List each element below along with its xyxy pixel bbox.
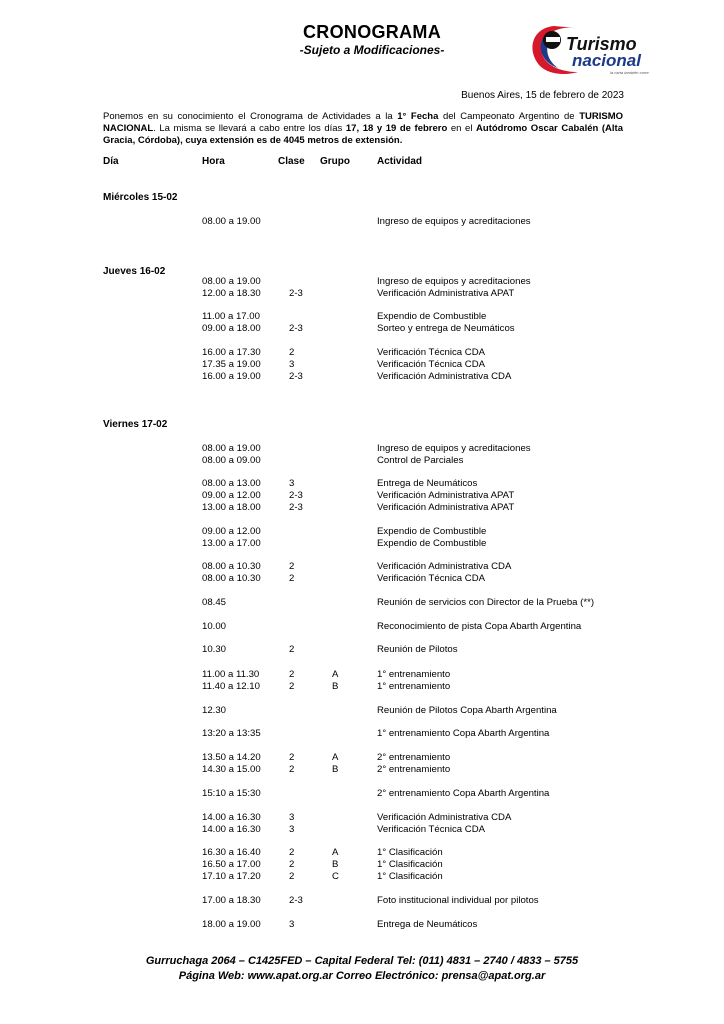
activity-cell: Verificación Administrativa CDA bbox=[377, 561, 512, 572]
class-cell: 2 bbox=[289, 681, 295, 692]
class-cell: 2 bbox=[289, 561, 295, 572]
activity-cell: Verificación Administrativa APAT bbox=[377, 288, 515, 299]
activity-cell: Ingreso de equipos y acreditaciones bbox=[377, 216, 531, 227]
time-cell: 16.50 a 17.00 bbox=[202, 859, 261, 870]
class-cell: 2-3 bbox=[289, 323, 303, 334]
time-cell: 11.00 a 11.30 bbox=[202, 669, 260, 680]
activity-cell: Reunión de Pilotos bbox=[377, 644, 458, 655]
group-cell: A bbox=[332, 752, 339, 763]
time-cell: 12.00 a 18.30 bbox=[202, 288, 261, 299]
activity-cell: Entrega de Neumáticos bbox=[377, 919, 478, 930]
column-header-clase: Clase bbox=[278, 156, 305, 167]
activity-cell: Foto institucional individual por pilotos bbox=[377, 895, 539, 906]
time-cell: 13.00 a 17.00 bbox=[202, 538, 261, 549]
activity-cell: 1° entrenamiento Copa Abarth Argentina bbox=[377, 728, 550, 739]
activity-cell: Verificación Técnica CDA bbox=[377, 347, 486, 358]
activity-cell: 2° entrenamiento bbox=[377, 764, 451, 775]
time-cell: 08.00 a 13.00 bbox=[202, 478, 261, 489]
class-cell: 2 bbox=[289, 764, 295, 775]
time-cell: 08.00 a 19.00 bbox=[202, 276, 261, 287]
activity-cell: Ingreso de equipos y acreditaciones bbox=[377, 443, 531, 454]
time-cell: 12.30 bbox=[202, 705, 227, 716]
time-cell: 16.00 a 19.00 bbox=[202, 371, 261, 382]
class-cell: 2 bbox=[289, 669, 295, 680]
activity-cell: 1° entrenamiento bbox=[377, 669, 451, 680]
time-cell: 08.45 bbox=[202, 597, 227, 608]
activity-cell: Control de Parciales bbox=[377, 455, 464, 466]
activity-cell: 2° entrenamiento Copa Abarth Argentina bbox=[377, 788, 550, 799]
activity-cell: 1° Clasificación bbox=[377, 859, 443, 870]
time-cell: 17.10 a 17.20 bbox=[202, 871, 261, 882]
class-cell: 2 bbox=[289, 871, 295, 882]
time-cell: 16.00 a 17.30 bbox=[202, 347, 261, 358]
group-cell: A bbox=[332, 669, 339, 680]
time-cell: 13.50 a 14.20 bbox=[202, 752, 261, 763]
time-cell: 13:20 a 13:35 bbox=[202, 728, 261, 739]
time-cell: 09.00 a 18.00 bbox=[202, 323, 261, 334]
day-label: Viernes 17-02 bbox=[103, 419, 168, 430]
group-cell: C bbox=[332, 871, 339, 882]
activity-cell: Verificación Técnica CDA bbox=[377, 824, 486, 835]
class-cell: 2 bbox=[289, 644, 295, 655]
activity-cell: Sorteo y entrega de Neumáticos bbox=[377, 323, 515, 334]
time-cell: 14.00 a 16.30 bbox=[202, 812, 261, 823]
column-header-dia: Día bbox=[103, 156, 119, 167]
footer-contact: Página Web: www.apat.org.ar Correo Electrónico: prensa@apat.org.ar bbox=[178, 970, 546, 982]
logo-text-main: Turismo bbox=[566, 34, 637, 54]
time-cell: 08.00 a 19.00 bbox=[202, 216, 261, 227]
time-cell: 11.00 a 17.00 bbox=[202, 311, 260, 322]
logo-text-sub: nacional bbox=[572, 51, 641, 70]
footer-address: Gurruchaga 2064 – C1425FED – Capital Federal Tel: (011) 4831 – 2740 / 4833 – 5755 bbox=[145, 955, 579, 967]
activity-cell: Verificación Técnica CDA bbox=[377, 573, 486, 584]
time-cell: 10.00 bbox=[202, 621, 227, 632]
column-header-hora: Hora bbox=[202, 156, 225, 167]
class-cell: 2 bbox=[289, 847, 295, 858]
time-cell: 09.00 a 12.00 bbox=[202, 490, 261, 501]
activity-cell: Ingreso de equipos y acreditaciones bbox=[377, 276, 531, 287]
column-header-grupo: Grupo bbox=[320, 156, 350, 167]
time-cell: 17.00 a 18.30 bbox=[202, 895, 261, 906]
activity-cell: Verificación Administrativa APAT bbox=[377, 490, 515, 501]
group-cell: B bbox=[332, 681, 339, 692]
activity-cell: Verificación Administrativa CDA bbox=[377, 371, 512, 382]
activity-cell: Expendio de Combustible bbox=[377, 526, 487, 537]
time-cell: 08.00 a 10.30 bbox=[202, 573, 261, 584]
time-cell: 08.00 a 09.00 bbox=[202, 455, 261, 466]
activity-cell: Verificación Administrativa APAT bbox=[377, 502, 515, 513]
group-cell: A bbox=[332, 847, 339, 858]
class-cell: 3 bbox=[289, 359, 295, 370]
group-cell: B bbox=[332, 764, 339, 775]
activity-cell: Reunión de Pilotos Copa Abarth Argentina bbox=[377, 705, 557, 716]
time-cell: 18.00 a 19.00 bbox=[202, 919, 261, 930]
day-label: Jueves 16-02 bbox=[103, 266, 166, 277]
turismo-nacional-logo bbox=[524, 20, 654, 78]
activity-cell: 1° Clasificación bbox=[377, 847, 443, 858]
class-cell: 2-3 bbox=[289, 490, 303, 501]
activity-cell: Entrega de Neumáticos bbox=[377, 478, 478, 489]
class-cell: 3 bbox=[289, 824, 295, 835]
activity-cell: Reunión de servicios con Director de la Prueba (**) bbox=[377, 597, 595, 608]
activity-cell: 1° Clasificación bbox=[377, 871, 443, 882]
logo-tagline: la carta también corre bbox=[610, 70, 649, 75]
time-cell: 14.00 a 16.30 bbox=[202, 824, 261, 835]
day-label: Miércoles 15-02 bbox=[103, 192, 178, 203]
activity-cell: Expendio de Combustible bbox=[377, 311, 487, 322]
class-cell: 2-3 bbox=[289, 288, 303, 299]
class-cell: 2-3 bbox=[289, 895, 303, 906]
time-cell: 08.00 a 10.30 bbox=[202, 561, 261, 572]
activity-cell: 2° entrenamiento bbox=[377, 752, 451, 763]
activity-cell: 1° entrenamiento bbox=[377, 681, 451, 692]
class-cell: 3 bbox=[289, 919, 295, 930]
activity-cell: Expendio de Combustible bbox=[377, 538, 487, 549]
time-cell: 09.00 a 12.00 bbox=[202, 526, 261, 537]
time-cell: 16.30 a 16.40 bbox=[202, 847, 261, 858]
class-cell: 3 bbox=[289, 478, 295, 489]
class-cell: 2 bbox=[289, 573, 295, 584]
column-header-actividad: Actividad bbox=[377, 156, 423, 167]
class-cell: 2 bbox=[289, 859, 295, 870]
class-cell: 2-3 bbox=[289, 371, 303, 382]
time-cell: 17.35 a 19.00 bbox=[202, 359, 261, 370]
time-cell: 11.40 a 12.10 bbox=[202, 681, 260, 692]
class-cell: 3 bbox=[289, 812, 295, 823]
time-cell: 13.00 a 18.00 bbox=[202, 502, 261, 513]
activity-cell: Verificación Técnica CDA bbox=[377, 359, 486, 370]
intro-paragraph: Ponemos en su conocimiento el Cronograma de Actividades a la 1° Fecha del Campeonato Argentino de TURISMO NACIONAL. La misma se llevará a cabo entre los días 17, 18 y 19 de febrero en el Autódromo Oscar Cabalén (Alta Gracia, Córdoba), cuya extensión es de 4045 metros de extensión. bbox=[103, 111, 623, 146]
group-cell: B bbox=[332, 859, 339, 870]
time-cell: 14.30 a 15.00 bbox=[202, 764, 261, 775]
activity-cell: Reconocimiento de pista Copa Abarth Argentina bbox=[377, 621, 582, 632]
class-cell: 2-3 bbox=[289, 502, 303, 513]
time-cell: 08.00 a 19.00 bbox=[202, 443, 261, 454]
page-title: CRONOGRAMA bbox=[303, 22, 441, 42]
time-cell: 15:10 a 15:30 bbox=[202, 788, 261, 799]
class-cell: 2 bbox=[289, 752, 295, 763]
time-cell: 10.30 bbox=[202, 644, 227, 655]
date-line: Buenos Aires, 15 de febrero de 2023 bbox=[461, 90, 624, 101]
class-cell: 2 bbox=[289, 347, 295, 358]
page-subtitle: -Sujeto a Modificaciones- bbox=[299, 43, 445, 57]
activity-cell: Verificación Administrativa CDA bbox=[377, 812, 512, 823]
